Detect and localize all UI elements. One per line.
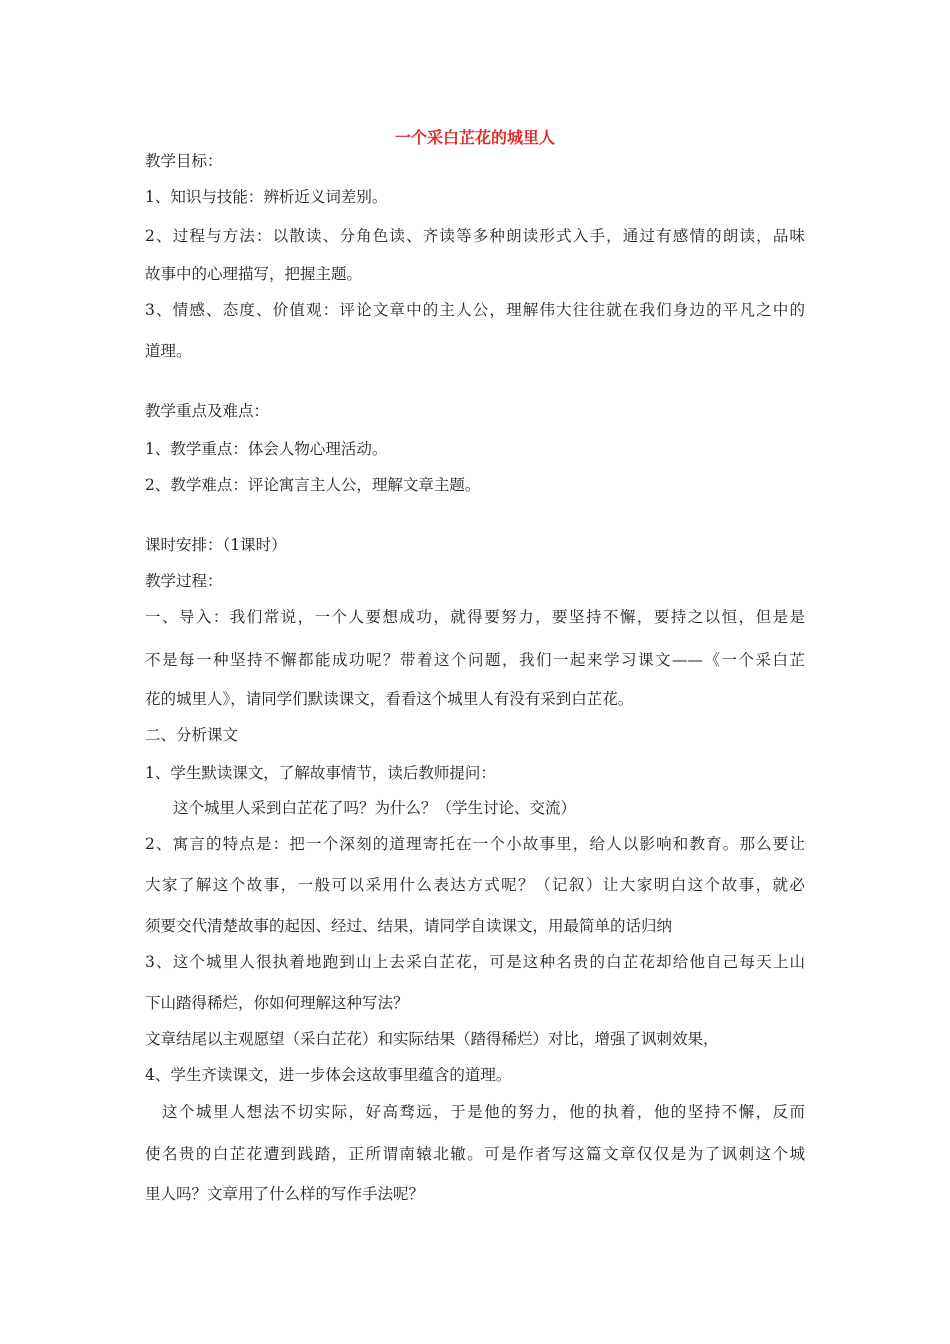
goal-item-3-line-1: 3、情感、态度、价值观：评论文章中的主人公，理解伟大往往就在我们身边的平凡之中的 (145, 301, 805, 319)
analysis-item-2-line-1: 2、寓言的特点是：把一个深刻的道理寄托在一个小故事里，给人以影响和教育。那么要让 (145, 835, 805, 853)
goal-item-1: 1、知识与技能：辨析近义词差别。 (145, 188, 388, 206)
analysis-item-2-line-3: 须要交代清楚故事的起因、经过、结果，请同学自读课文，用最简单的话归纳 (145, 917, 673, 935)
analysis-question: 这个城里人采到白芷花了吗？为什么？（学生讨论、交流） (173, 799, 577, 817)
closing-paragraph-line-1: 这个城里人想法不切实际，好高骛远，于是他的努力，他的执着，他的坚持不懈，反而 (162, 1103, 805, 1121)
key-point-1: 1、教学重点：体会人物心理活动。 (145, 440, 388, 458)
analysis-item-2-line-2: 大家了解这个故事，一般可以采用什么表达方式呢？（记叙）让大家明白这个故事，就必 (145, 876, 805, 894)
goal-item-3-line-2: 道理。 (145, 342, 192, 360)
analysis-item-1: 1、学生默读课文，了解故事情节，读后教师提问： (145, 764, 496, 782)
goal-item-2-line-1: 2、过程与方法：以散读、分角色读、齐读等多种朗读形式入手，通过有感情的朗读，品味 (145, 227, 805, 245)
intro-line-3: 花的城里人》，请同学们默读课文，看看这个城里人有没有采到白芷花。 (145, 690, 634, 708)
closing-paragraph-line-3: 里人吗？文章用了什么样的写作手法呢？ (145, 1185, 425, 1203)
analysis-conclusion: 文章结尾以主观愿望（采白芷花）和实际结果（踏得稀烂）对比，增强了讽刺效果， (145, 1030, 719, 1048)
heading-teaching-process: 教学过程： (145, 572, 223, 590)
intro-line-2: 不是每一种坚持不懈都能成功呢？带着这个问题，我们一起来学习课文——《一个采白芷 (145, 651, 805, 669)
schedule-line: 课时安排：（1课时） (145, 536, 287, 554)
key-point-2: 2、教学难点：评论寓言主人公，理解文章主题。 (145, 476, 481, 494)
intro-line-1: 一、导入：我们常说，一个人要想成功，就得要努力，要坚持不懈，要持之以恒，但是是 (145, 608, 805, 626)
analysis-item-3-line-1: 3、这个城里人很执着地跑到山上去采白芷花，可是这种名贵的白芷花却给他自己每天上山 (145, 953, 805, 971)
heading-teaching-goals: 教学目标： (145, 152, 223, 170)
goal-item-2-line-2: 故事中的心理描写，把握主题。 (145, 265, 363, 283)
heading-analysis: 二、分析课文 (145, 726, 239, 744)
document-title: 一个采白芷花的城里人 (394, 128, 555, 147)
analysis-item-3-line-2: 下山踏得稀烂，你如何理解这种写法？ (145, 994, 409, 1012)
closing-paragraph-line-2: 使名贵的白芷花遭到践踏，正所谓南辕北辙。可是作者写这篇文章仅仅是为了讽刺这个城 (145, 1145, 805, 1163)
analysis-item-4: 4、学生齐读课文，进一步体会这故事里蕴含的道理。 (145, 1066, 512, 1084)
heading-key-points: 教学重点及难点： (145, 402, 270, 420)
